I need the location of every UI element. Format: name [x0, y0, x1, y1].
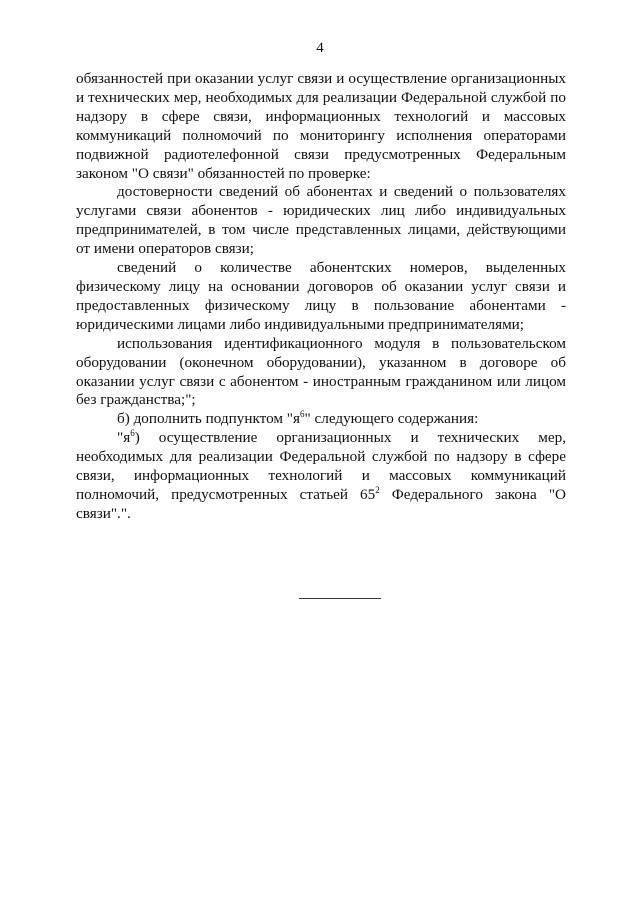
subitem-text-start: "я: [117, 429, 131, 447]
subitem-text-end: Федерального закона "О связи".".: [76, 485, 567, 522]
paragraph-id-module: использования идентификационного модуля в пользовательском оборудовании (оконечном оборудовании), указанном в договоре об оказании услуг связи с абонентом - иностранным гражданином или лицом без гражданства;";: [76, 334, 566, 409]
amendment-b-text-end: " следующего содержания:: [304, 410, 479, 428]
paragraph-amendment-b: [76, 410, 566, 429]
amendment-b-superscript: 6: [300, 409, 305, 420]
end-separator-line: [299, 598, 381, 599]
amendment-b-text-start: б) дополнить подпунктом "я: [117, 410, 300, 428]
document-body: [76, 70, 566, 524]
paragraph-subitem-ya6: [76, 429, 566, 524]
page-number: 4: [316, 40, 324, 56]
paragraph-intro: обязанностей при оказании услуг связи и осуществление организационных и технических мер, необходимых для реализации Федеральной службой по надзору в сфере связи, информационных технологий и массовых коммуникаций полномочий по мониторингу исполнения операторами подвижной радиотелефонной связи предусмотренных Федеральным законом "О связи" обязанностей по проверке:: [76, 70, 566, 182]
article-superscript: 2: [375, 484, 380, 495]
paragraph-subscriber-data: достоверности сведений об абонентах и сведений о пользователях услугами связи абонентов - юридических лиц либо индивидуальных предпринимателей, в том числе представленных лицами, действующими от имени операторов связи;: [76, 183, 566, 258]
subitem-text-middle: ) осуществление организационных и технических мер, необходимых для реализации Федеральной службой по надзору в сфере связи, информационных технологий и массовых коммуникаций полномочий, предусмотренных статьей 65: [76, 429, 566, 503]
paragraph-number-count: сведений о количестве абонентских номеров, выделенных физическому лицу на основании договоров об оказании услуг связи и предоставленных физическому лицу в пользование абонентами - юридическими лицами либо индивидуальными предпринимателями;: [76, 259, 566, 333]
subitem-superscript: 6: [130, 428, 135, 439]
